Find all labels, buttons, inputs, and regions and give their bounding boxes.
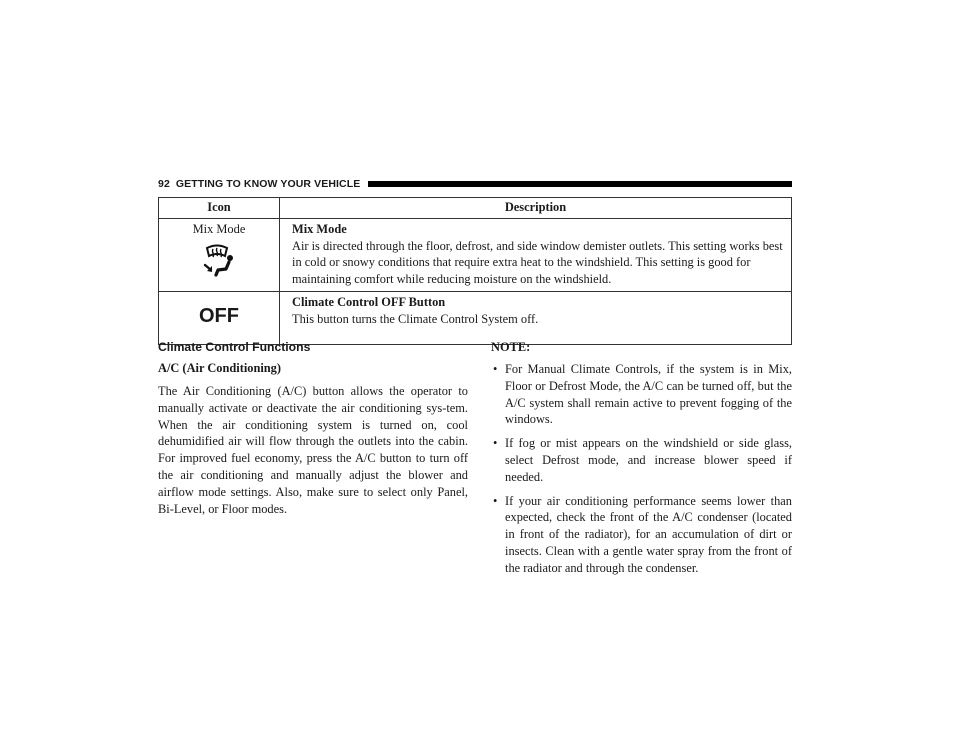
description-cell — [280, 219, 792, 292]
icon-description-table — [158, 197, 792, 345]
bullet-icon: • — [493, 362, 498, 376]
page-number: 92 — [158, 178, 170, 190]
table-row — [159, 292, 792, 345]
icon-column-header: Icon — [159, 198, 280, 219]
note-text: If your air conditioning performance seems lower than expected, check the front of the A/C condenser (located in front of the radiator), for an accumulation of dirt or insects. Clean with a gentle water spray from the front of the radiator and through the condenser. — [505, 493, 792, 575]
header-rule — [368, 181, 792, 187]
section-title: GETTING TO KNOW YOUR VEHICLE — [175, 178, 361, 190]
icon-cell — [159, 219, 280, 292]
note-list — [491, 361, 792, 577]
list-item — [491, 493, 792, 577]
row-text: Air is directed through the floor, defrost, and side window demister outlets. This setting works best in cold or snowy conditions that require extra heat to the windshield. This setting is good for maintaining comfort while reducing moisture on the windshield. — [292, 238, 783, 286]
left-column — [158, 338, 468, 517]
note-text: If fog or mist appears on the windshield or side glass, select Defrost mode, and increase blower speed if needed. — [505, 436, 792, 484]
description-column-header: Description — [280, 198, 792, 219]
list-item — [491, 435, 792, 485]
right-column — [491, 338, 792, 584]
row-title: Climate Control OFF Button — [292, 295, 446, 310]
note-text: For Manual Climate Controls, if the system is in Mix, Floor or Defrost Mode, the A/C can be turned off, but the A/C system shall remain active to prevent fogging of the windows. — [505, 362, 792, 427]
note-label: NOTE: — [491, 340, 531, 354]
icon-cell — [159, 292, 280, 345]
row-text: This button turns the Climate Control System off. — [292, 311, 539, 326]
bullet-icon: • — [493, 493, 498, 508]
subheading: A/C (Air Conditioning) — [158, 361, 282, 375]
description-cell — [280, 292, 792, 345]
section-heading: Climate Control Functions — [158, 340, 311, 354]
row-title: Mix Mode — [292, 222, 347, 236]
table-row — [159, 219, 792, 292]
mix-mode-icon — [197, 242, 241, 278]
off-icon: OFF — [199, 305, 239, 328]
body-paragraph: The Air Conditioning (A/C) button allows the operator to manually activate or deactivate the air conditioning sys-tem. When the air conditioning system is turned on, cool dehumidified air will flow through the outlets into the cabin. For improved fuel economy, press the A/C button to turn off the air conditioning and manually adjust the blower and airflow mode settings. Also, make sure to select only Panel, Bi-Level, or Floor modes. — [158, 384, 468, 516]
list-item — [491, 361, 792, 428]
table-header-row — [159, 198, 792, 219]
page-header — [158, 177, 792, 191]
bullet-icon: • — [493, 436, 498, 451]
icon-label: Mix Mode — [192, 222, 246, 236]
